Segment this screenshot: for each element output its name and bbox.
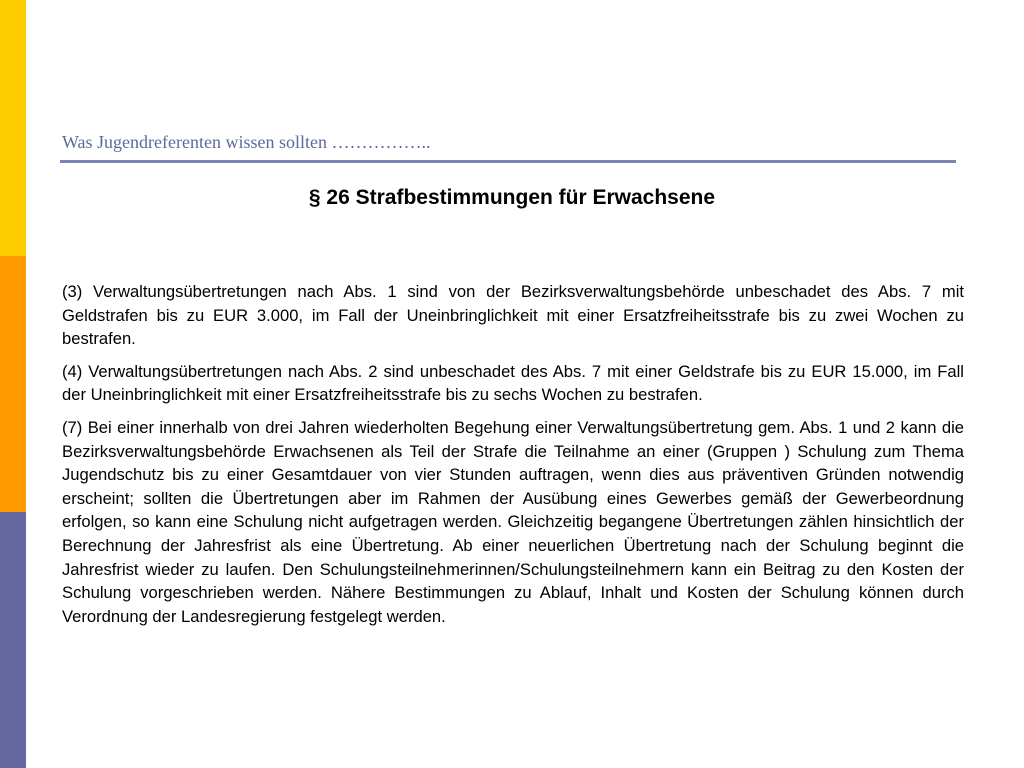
paragraph-3: (3) Verwaltungsübertretungen nach Abs. 1 sind von der Bezirksverwaltungsbehörde unbeschadet des Abs. 7 mit Geldstrafen bis zu EUR 3.000, im Fall der Uneinbringlichkeit mit einer Ersatzfreiheitsstrafe bis zu zwei Wochen zu bestrafen. [62,282,964,349]
accent-bar-orange [0,256,26,512]
accent-bar-yellow [0,0,26,256]
body-text [62,280,964,637]
paragraph-4: (4) Verwaltungsübertretungen nach Abs. 2 sind unbeschadet des Abs. 7 mit einer Geldstrafe bis zu EUR 15.000, im Fall der Uneinbringlichkeit mit einer Ersatzfreiheitsstrafe bis zu sechs Wochen zu bestrafen. [62,361,964,405]
accent-bar-purple [0,512,26,768]
header-divider [60,160,956,163]
paragraph-7: (7) Bei einer innerhalb von drei Jahren wiederholten Begehung einer Verwaltungsübertretung gem. Abs. 1 und 2 kann die Bezirksverwaltungsbehörde Erwachsenen als Teil der Strafe die Teilnahme an einer (Gruppen ) Schulung zum Thema Jugendschutz bis zu einer Gesamtdauer von vier Stunden auftragen, wenn dies aus präventiven Gründen notwendig erscheint; sollten die Übertretungen aber im Rahmen der Ausübung eines Gewerbes gemäß der Gewerbeordnung erfolgen, so kann eine Schulung nicht aufgetragen werden. Gleichzeitig begangene Übertretungen zählen hinsichtlich der Berechnung der Jahresfrist als eine Übertretung. Ab einer neuerlichen Übertretung nach der Schulung beginnt die Jahresfrist wieder zu laufen. Den Schulungsteilnehmerinnen/Schulungsteilnehmern kann ein Beitrag zu den Kosten der Schulung vorgeschrieben werden. Nähere Bestimmungen zu Ablauf, Inhalt und Kosten der Schulung können durch Verordnung der Landesregierung festgelegt werden. [62,417,964,626]
slide-title: § 26 Strafbestimmungen für Erwachsene [308,186,716,209]
slide-header: Was Jugendreferenten wissen sollten …………….. [62,132,431,152]
